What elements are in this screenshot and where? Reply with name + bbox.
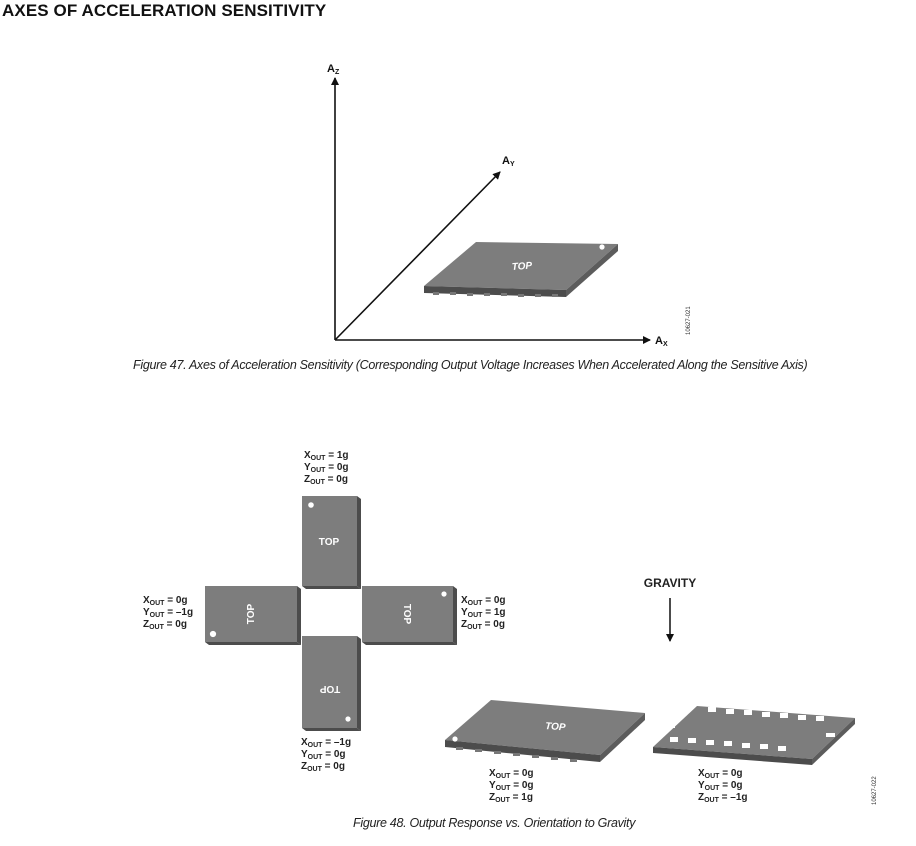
- chip-flat-down: [653, 706, 855, 765]
- chip-perspective: [424, 242, 618, 297]
- figure-48: [143, 450, 878, 805]
- svg-text:YOUT = 0g: $Y_{OUT} = 0g$: [304, 462, 349, 474]
- svg-text:ZOUT = 0g: $Z_{OUT} = 0g$: [461, 619, 505, 631]
- figure-48-caption: Figure 48. Output Response vs. Orientation to Gravity: [353, 816, 636, 830]
- chip-top: [302, 496, 361, 589]
- figure-48-code: 10627-022: [872, 776, 878, 805]
- svg-text:TOP: TOP: [544, 721, 566, 734]
- chip-flat-up: [445, 700, 645, 762]
- svg-text:TOP: TOP: [246, 603, 257, 625]
- figure-47: [327, 63, 692, 348]
- readout-right: [461, 595, 506, 631]
- y-axis-label: AY: [502, 155, 515, 168]
- svg-text:XOUT = 0g: $X_{OUT} = 0g$: [461, 595, 506, 607]
- figure-47-caption: Figure 47. Axes of Acceleration Sensitivity (Corresponding Output Voltage Increases When Accelerated Along the Sensitive Axis): [133, 358, 808, 372]
- x-axis-label: AX: [655, 335, 668, 348]
- svg-text:XOUT = –1g: $X_{OUT} = -1g$: [301, 737, 352, 749]
- readout-left: [143, 595, 193, 631]
- svg-text:YOUT = 0g: $Y_{OUT} = 0g$: [698, 780, 743, 792]
- chip-bottom: [302, 636, 361, 731]
- svg-text:XOUT = 0g: $X_{OUT} = 0g$: [698, 768, 743, 780]
- svg-text:TOP: TOP: [319, 683, 341, 694]
- svg-text:ZOUT = 0g: $Z_{OUT} = 0g$: [301, 761, 345, 773]
- readout-top: [304, 450, 349, 486]
- svg-text:XOUT = 0g: $X_{OUT} = 0g$: [489, 768, 534, 780]
- svg-text:ZOUT = 0g: $Z_{OUT} = 0g$: [304, 474, 348, 486]
- svg-text:YOUT = 1g: $Y_{OUT} = 1g$: [461, 607, 506, 619]
- svg-text:YOUT = 0g: $Y_{OUT} = 0g$: [489, 780, 534, 792]
- svg-text:XOUT = 0g: $X_{OUT} = 0g$: [143, 595, 188, 607]
- svg-text:ZOUT = 0g: $Z_{OUT} = 0g$: [143, 619, 187, 631]
- gravity-label: GRAVITY: [643, 576, 697, 590]
- svg-text:YOUT = –1g: $Y_{OUT} = -1g$: [143, 607, 194, 619]
- readout-bottom: [301, 737, 351, 773]
- svg-text:ZOUT = 1g: $Z_{OUT} = 1g$: [489, 792, 533, 804]
- chip-right: [362, 586, 457, 645]
- svg-text:YOUT = 0g: $Y_{OUT} = 0g$: [301, 749, 346, 761]
- svg-text:TOP: TOP: [401, 603, 412, 625]
- svg-text:ZOUT = –1g: $Z_{OUT} = -1g$: [698, 792, 748, 804]
- figure-47-code: 10627-021: [686, 306, 692, 335]
- chip-top-label: TOP: [511, 260, 533, 273]
- section-heading: AXES OF ACCELERATION SENSITIVITY: [2, 1, 327, 20]
- svg-text:XOUT = 1g: $X_{OUT} = 1g$: [304, 450, 349, 462]
- z-axis-label: AZ: [327, 63, 340, 76]
- svg-text:TOP: TOP: [318, 537, 340, 548]
- readout-flat-down: [698, 768, 748, 804]
- readout-flat-up: [489, 768, 534, 804]
- chip-left: [205, 586, 301, 645]
